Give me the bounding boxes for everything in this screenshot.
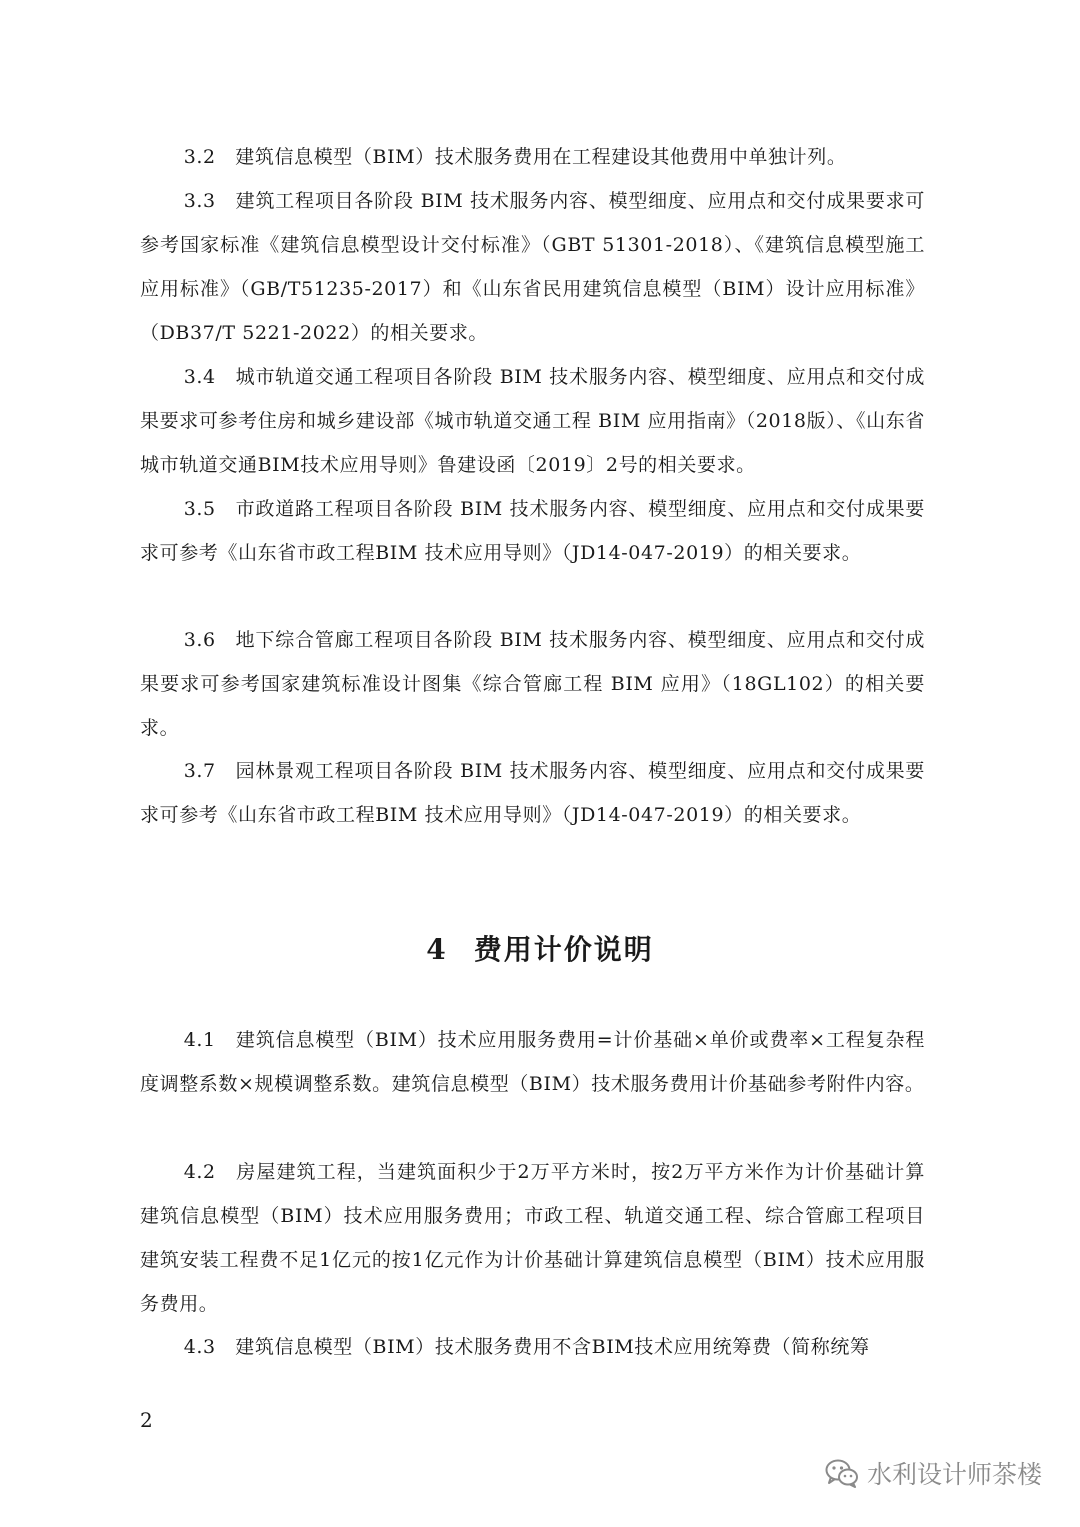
paragraph-3-7: 3.7 园林景观工程项目各阶段 BIM 技术服务内容、模型细度、应用点和交付成果要求可参考《山东省市政工程BIM 技术应用导则》（JD14-047-2019）的相关要求。 — [140, 760, 925, 826]
paragraph-4-1: 4.1 建筑信息模型（BIM）技术应用服务费用=计价基础×单价或费率×工程复杂程度调整系数×规模调整系数。建筑信息模型（BIM）技术服务费用计价基础参考附件内容。 — [140, 1029, 925, 1095]
wechat-icon — [825, 1458, 859, 1488]
paragraph-3-6: 3.6 地下综合管廊工程项目各阶段 BIM 技术服务内容、模型细度、应用点和交付成果要求可参考国家建筑标准设计图集《综合管廊工程 BIM 应用》（18GL102）的相关要求。 — [140, 629, 925, 739]
paragraph-4-2: 4.2 房屋建筑工程，当建筑面积少于2万平方米时，按2万平方米作为计价基础计算建筑信息模型（BIM）技术应用服务费用；市政工程、轨道交通工程、综合管廊工程项目建筑安装工程费不足1亿元的按1亿元作为计价基础计算建筑信息模型（BIM）技术应用服务费用。 — [140, 1161, 925, 1315]
section-title-text: 费用计价说明 — [473, 933, 654, 966]
paragraph-4-3: 4.3 建筑信息模型（BIM）技术服务费用不含BIM技术应用统筹费（简称统筹 — [183, 1336, 870, 1358]
paragraph-3-3: 3.3 建筑工程项目各阶段 BIM 技术服务内容、模型细度、应用点和交付成果要求可参考国家标准《建筑信息模型设计交付标准》（GBT 51301-2018）、《建筑信息模型施工应用标准》（GB/T51235-2017）和《山东省民用建筑信息模型（BIM）设计应用标准》（DB37/T 5221-2022）的相关要求。 — [140, 190, 925, 344]
watermark-text: 水利设计师茶楼 — [866, 1460, 1042, 1489]
paragraph-3-5: 3.5 市政道路工程项目各阶段 BIM 技术服务内容、模型细度、应用点和交付成果要求可参考《山东省市政工程BIM 技术应用导则》（JD14-047-2019）的相关要求。 — [140, 498, 925, 564]
page-number: 2 — [140, 1408, 153, 1432]
section-number: 4 — [426, 933, 448, 966]
section-heading — [0, 928, 1080, 968]
paragraph-3-4: 3.4 城市轨道交通工程项目各阶段 BIM 技术服务内容、模型细度、应用点和交付成果要求可参考住房和城乡建设部《城市轨道交通工程 BIM 应用指南》（2018版）、《山东省城市轨道交通BIM技术应用导则》鲁建设函〔2019〕2号的相关要求。 — [140, 366, 925, 476]
paragraph-3-2: 3.2 建筑信息模型（BIM）技术服务费用在工程建设其他费用中单独计列。 — [183, 146, 847, 168]
watermark — [825, 1455, 1042, 1491]
